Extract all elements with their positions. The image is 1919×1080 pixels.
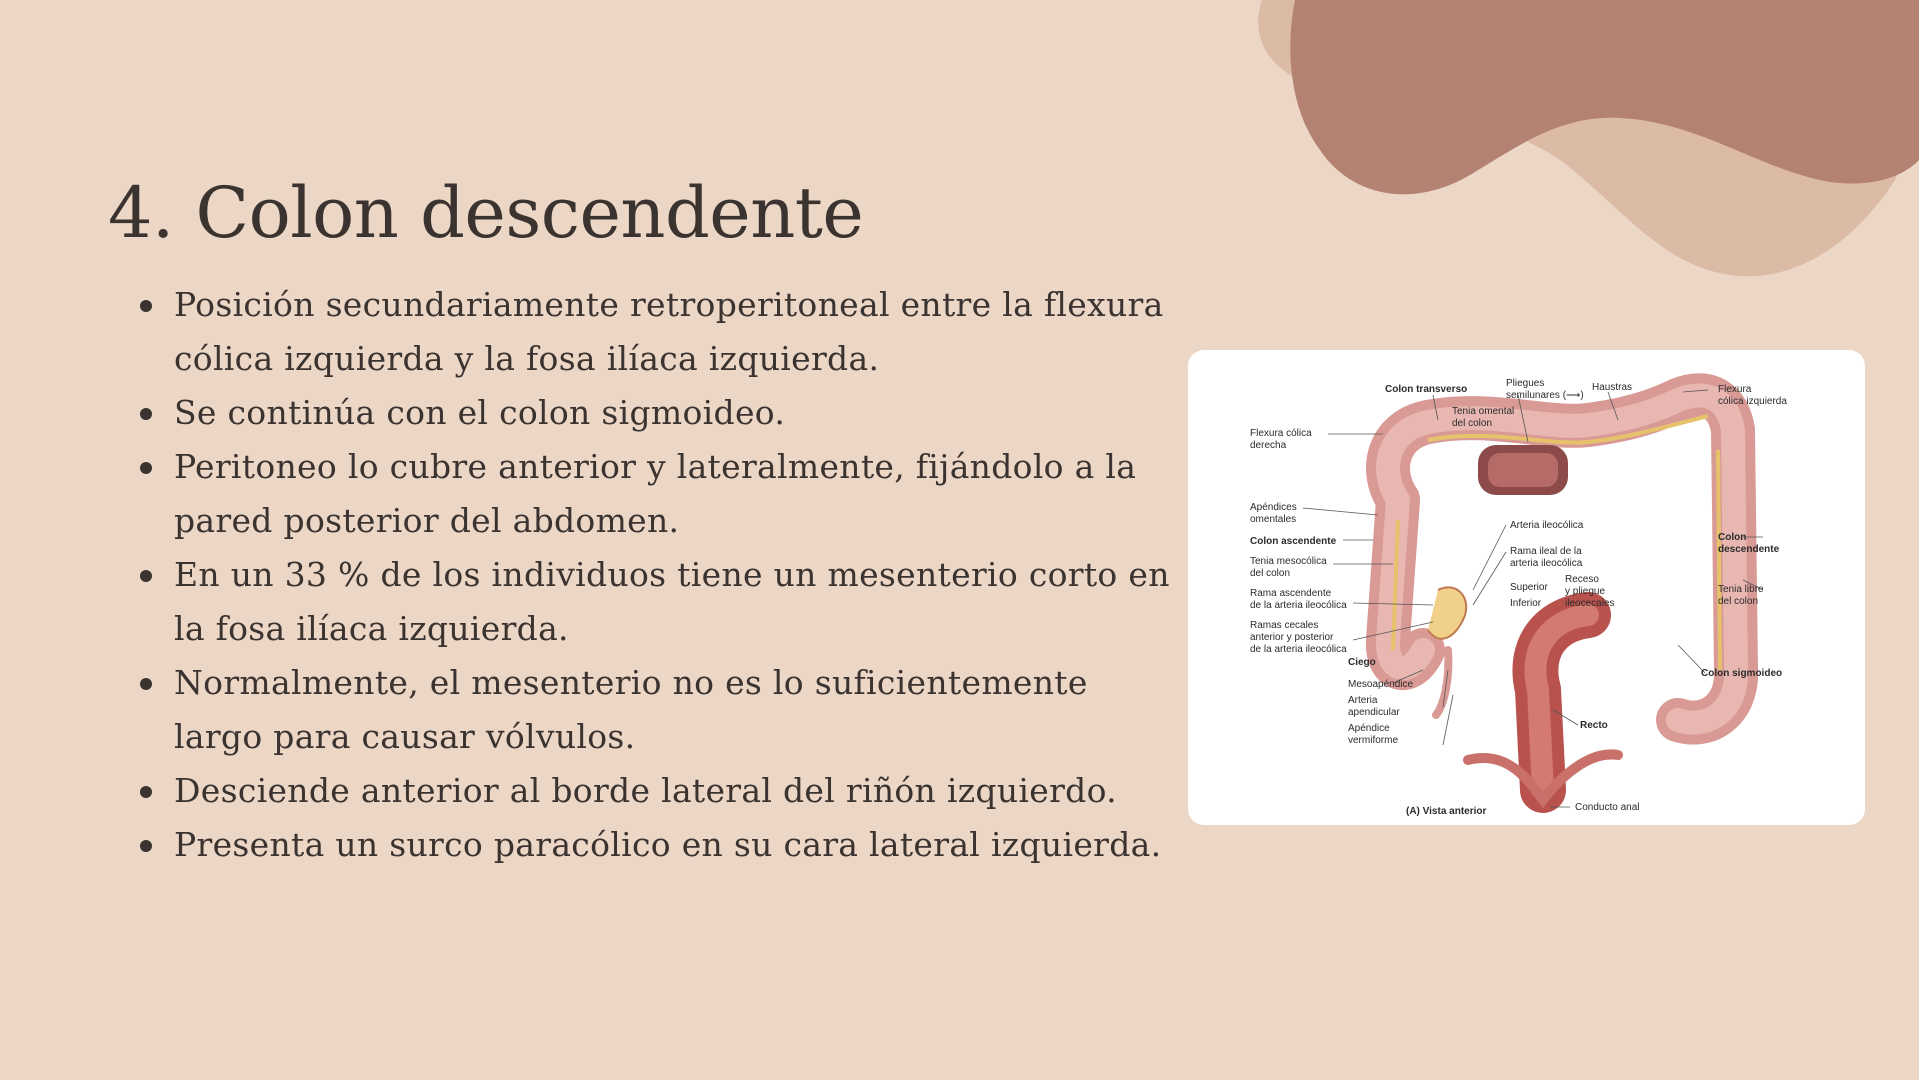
label-conducto-anal: Conducto anal <box>1575 802 1640 813</box>
label-tenia-libre: Tenia libre <box>1718 584 1764 595</box>
label-receso: y pliegue <box>1565 586 1606 597</box>
bullet-dot <box>140 678 152 690</box>
label-tenia-libre: del colon <box>1718 596 1759 607</box>
label-apendices-omentales: Apéndices <box>1250 502 1297 513</box>
label-colon-descendente: Colon <box>1718 532 1747 543</box>
list-item <box>130 386 1180 440</box>
label-receso: ileocecales <box>1565 598 1615 609</box>
colon-anatomy-figure <box>1188 350 1865 825</box>
bullet-text: Posición secundariamente retroperitoneal entre la flexura cólica izquierda y la fosa ilíaca izquierda. <box>174 285 1164 378</box>
label-rama-ascendente: Rama ascendente <box>1250 588 1332 599</box>
label-pliegues: semilunares (⟶) <box>1506 390 1584 401</box>
bullet-dot <box>140 786 152 798</box>
label-colon-descendente: descendente <box>1718 544 1780 555</box>
bullet-text: En un 33 % de los individuos tiene un mesenterio corto en la fosa ilíaca izquierda. <box>174 555 1170 648</box>
label-tenia-mesocolica: Tenia mesocólica <box>1250 556 1327 567</box>
bullet-dot <box>140 462 152 474</box>
list-item <box>130 548 1180 656</box>
label-ramas-cecales: Ramas cecales <box>1250 620 1319 631</box>
label-tenia-omental: Tenia omental <box>1452 406 1515 417</box>
label-flexura-izquierda: cólica izquierda <box>1718 396 1787 407</box>
label-apendices-omentales: omentales <box>1250 514 1297 525</box>
slide-title: 4. Colon descendente <box>108 172 864 254</box>
label-recto: Recto <box>1580 720 1608 731</box>
label-rama-ileal: Rama ileal de la <box>1510 546 1582 557</box>
label-rama-ascendente: de la arteria ileocólica <box>1250 600 1347 611</box>
label-ramas-cecales: anterior y posterior <box>1250 632 1334 643</box>
bullet-text: Peritoneo lo cubre anterior y lateralmente, fijándolo a la pared posterior del abdomen. <box>174 447 1137 540</box>
label-flexura-derecha: derecha <box>1250 440 1287 451</box>
label-superior: Superior <box>1510 582 1548 593</box>
label-colon-ascendente: Colon ascendente <box>1250 536 1337 547</box>
label-haustras: Haustras <box>1592 382 1633 393</box>
label-tenia-omental: del colon <box>1452 418 1493 429</box>
label-flexura-izquierda: Flexura <box>1718 384 1752 395</box>
label-arteria-apendicular: apendicular <box>1348 707 1400 718</box>
list-item <box>130 818 1180 872</box>
label-ramas-cecales: de la arteria ileocólica <box>1250 644 1347 655</box>
label-ciego: Ciego <box>1348 657 1376 668</box>
label-colon-sigmoideo: Colon sigmoideo <box>1701 668 1783 679</box>
list-item <box>130 764 1180 818</box>
label-arteria-ileocolica: Arteria ileocólica <box>1510 520 1584 531</box>
label-arteria-apendicular: Arteria <box>1348 695 1378 706</box>
label-apendice-vermiforme: vermiforme <box>1348 735 1399 746</box>
bullet-dot <box>140 570 152 582</box>
label-colon-transverso: Colon transverso <box>1385 384 1468 395</box>
label-receso: Receso <box>1565 574 1599 585</box>
list-item <box>130 440 1180 548</box>
label-inferior: Inferior <box>1510 598 1542 609</box>
bullet-text: Presenta un surco paracólico en su cara lateral izquierda. <box>174 825 1162 864</box>
label-tenia-mesocolica: del colon <box>1250 568 1291 579</box>
label-vista-anterior: (A) Vista anterior <box>1406 806 1487 817</box>
colon-illustration <box>1188 350 1865 825</box>
bullet-list <box>130 278 1180 872</box>
bullet-text: Se continúa con el colon sigmoideo. <box>174 393 786 432</box>
label-flexura-derecha: Flexura cólica <box>1250 428 1312 439</box>
label-mesoapendice: Mesoapéndice <box>1348 679 1414 690</box>
bullet-text: Desciende anterior al borde lateral del riñón izquierdo. <box>174 771 1117 810</box>
bullet-dot <box>140 300 152 312</box>
label-rama-ileal: arteria ileocólica <box>1510 558 1583 569</box>
bullet-dot <box>140 840 152 852</box>
list-item <box>130 656 1180 764</box>
bullet-dot <box>140 408 152 420</box>
list-item <box>130 278 1180 386</box>
label-apendice-vermiforme: Apéndice <box>1348 723 1390 734</box>
label-pliegues: Pliegues <box>1506 378 1545 389</box>
bullet-text: Normalmente, el mesenterio no es lo suficientemente largo para causar vólvulos. <box>174 663 1088 756</box>
